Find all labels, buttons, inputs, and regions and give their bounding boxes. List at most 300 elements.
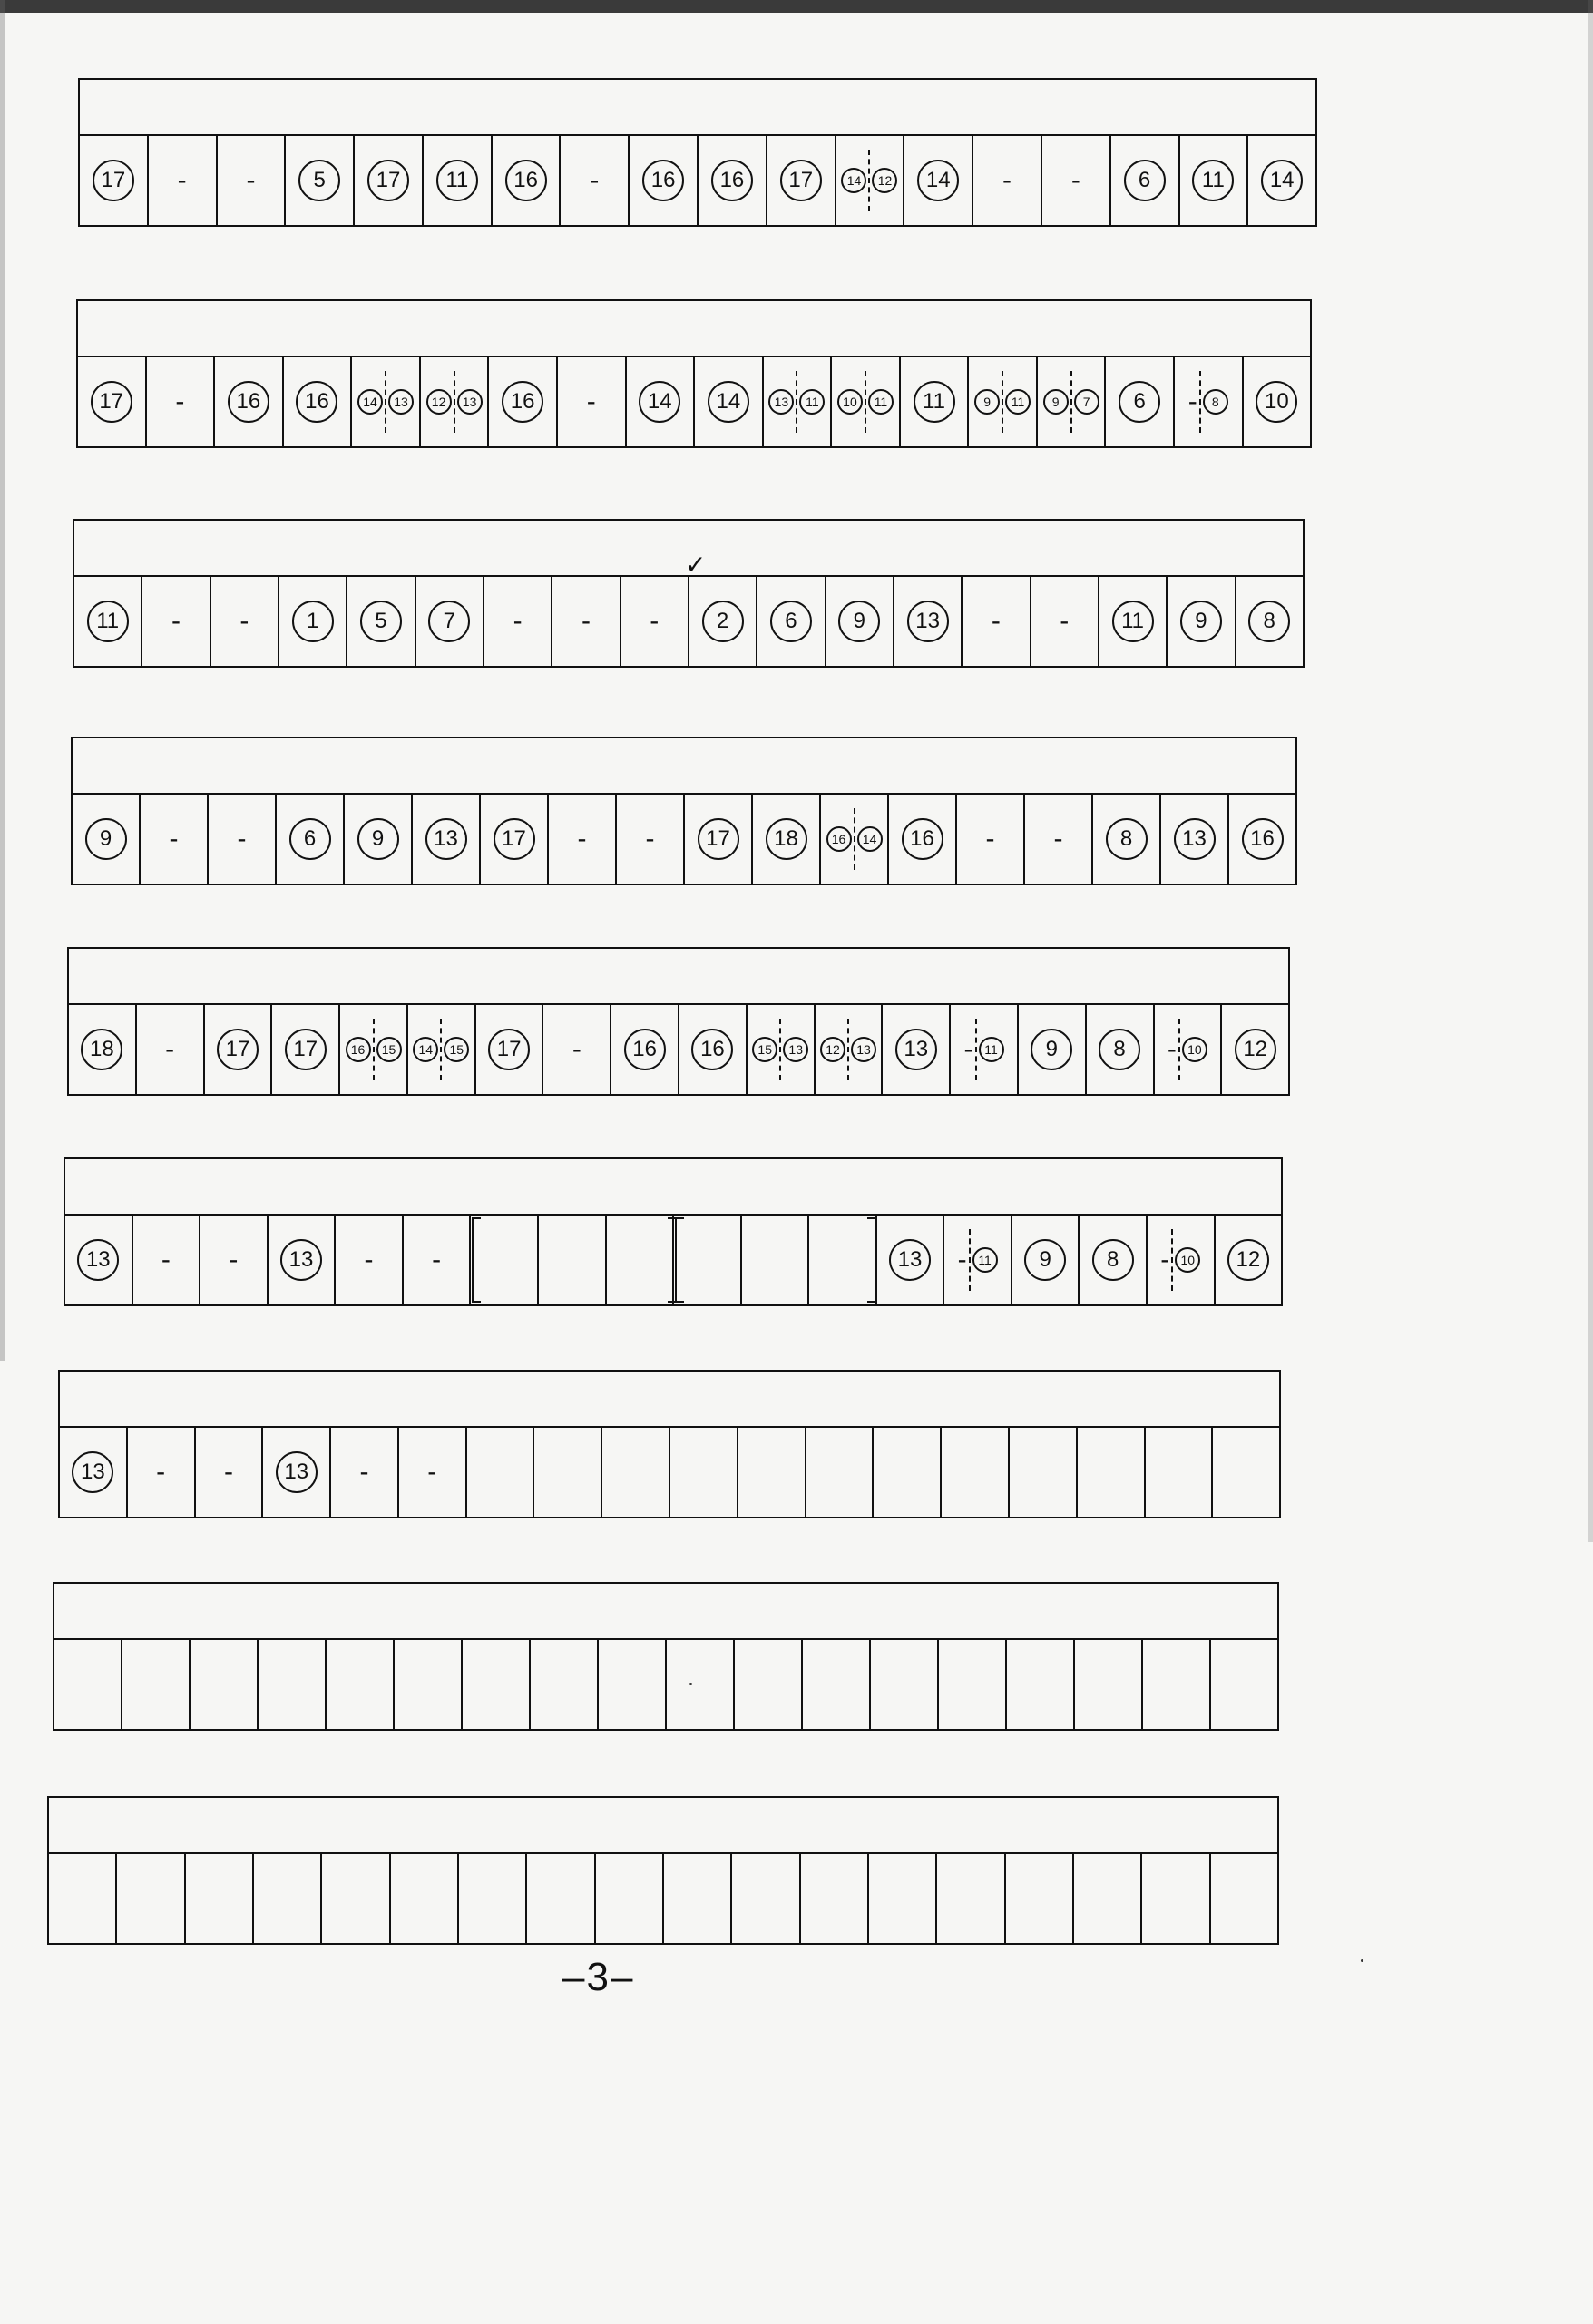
circled-number: 16 [502, 381, 543, 423]
tab-cell [139, 795, 207, 884]
cell-divider [969, 1229, 971, 1292]
tab-cell [961, 577, 1029, 666]
rest-dash: - [957, 1245, 967, 1274]
rest-dash: - [427, 1457, 437, 1487]
tab-cell [1140, 1854, 1208, 1943]
circled-number: 12 [1235, 1029, 1276, 1070]
tab-cell [893, 577, 961, 666]
cell-divider [1070, 371, 1072, 434]
circled-number: 17 [93, 160, 134, 201]
tab-cell [1166, 577, 1234, 666]
staff-9 [47, 1796, 1279, 1945]
tab-cell [147, 136, 216, 225]
circled-number: 17 [494, 818, 535, 860]
staff-cells [80, 136, 1315, 225]
cell-divider [454, 371, 455, 434]
tab-cell [872, 1428, 940, 1517]
rest-dash: - [223, 1457, 233, 1487]
tab-cell [937, 1640, 1005, 1729]
circled-number: 13 [280, 1239, 322, 1281]
tab-cell [1011, 1216, 1079, 1304]
circled-number: 8 [1203, 389, 1228, 415]
circled-number: 1 [292, 601, 334, 642]
tab-cell [203, 1005, 271, 1094]
tab-cell [801, 1640, 869, 1729]
tab-cell [54, 1640, 121, 1729]
tab-cell [1078, 1216, 1146, 1304]
circled-number: 16 [902, 818, 943, 860]
scan-top-edge [0, 0, 1593, 13]
circled-number: 6 [1124, 160, 1166, 201]
tab-cell [751, 795, 819, 884]
circled-number: 13 [895, 1029, 937, 1070]
tab-cell [487, 357, 556, 446]
circled-number: 13 [425, 818, 467, 860]
tab-cell [194, 1428, 262, 1517]
circled-number: 14 [413, 1037, 438, 1062]
circled-number: 16 [296, 381, 337, 423]
tab-cell [389, 1854, 457, 1943]
staff-header-band [80, 80, 1315, 136]
tab-cell [835, 136, 904, 225]
tab-cell [74, 577, 141, 666]
rest-dash: - [161, 1245, 171, 1274]
circled-number: 14 [639, 381, 680, 423]
tab-cell [393, 1640, 461, 1729]
circled-number: 7 [1074, 389, 1099, 415]
tab-cell [213, 357, 282, 446]
tab-cell [1220, 1005, 1288, 1094]
tab-cell [329, 1428, 397, 1517]
tab-cell [551, 577, 619, 666]
tab-cell [547, 795, 615, 884]
tab-cell [819, 795, 887, 884]
circled-number: 17 [91, 381, 132, 423]
tab-cell [69, 1005, 135, 1094]
rest-dash: - [359, 1457, 369, 1487]
rest-dash: - [175, 386, 185, 416]
staff-header-band [78, 301, 1310, 357]
tab-cell [479, 795, 547, 884]
circled-number: 9 [1024, 1239, 1066, 1281]
circled-number: 13 [768, 389, 794, 415]
cell-divider [1178, 1019, 1180, 1081]
tab-cell [1211, 1428, 1279, 1517]
circled-number: 11 [799, 389, 825, 415]
circled-number: 9 [1031, 1029, 1072, 1070]
circled-number: 15 [444, 1037, 469, 1062]
tab-cell [80, 136, 147, 225]
staff-1 [78, 78, 1317, 227]
circled-number: 16 [691, 1029, 733, 1070]
tab-cell [762, 357, 831, 446]
cell-divider [1171, 1229, 1173, 1292]
staff-cells [78, 357, 1310, 446]
tab-cell [320, 1854, 388, 1943]
checkmark: ✓ [685, 551, 707, 579]
circled-number: 11 [972, 1247, 998, 1273]
staff-cells [49, 1854, 1277, 1943]
circled-number: 13 [457, 389, 483, 415]
circled-number: 15 [752, 1037, 777, 1062]
tab-cell [49, 1854, 115, 1943]
circled-number: 12 [1227, 1239, 1269, 1281]
tab-cell [78, 357, 145, 446]
tab-cell [135, 1005, 203, 1094]
circled-number: 5 [360, 601, 402, 642]
rest-dash: - [1053, 824, 1063, 854]
staff-2 [76, 299, 1312, 448]
staff-cells [69, 1005, 1288, 1094]
rest-dash: - [1070, 165, 1080, 195]
tab-cell [1178, 136, 1247, 225]
stray-dot [689, 1683, 692, 1685]
cell-divider [975, 1019, 977, 1081]
tab-cell [869, 1640, 937, 1729]
tab-cell [270, 1005, 338, 1094]
circled-number: 16 [642, 160, 684, 201]
circled-number: 11 [914, 381, 955, 423]
cell-divider [1002, 371, 1003, 434]
tab-cell [483, 577, 551, 666]
rest-dash: - [572, 1034, 581, 1064]
tab-cell [73, 795, 139, 884]
cell-divider [847, 1019, 849, 1081]
circled-number: 14 [357, 389, 383, 415]
tab-cell [284, 136, 353, 225]
circled-number: 14 [841, 168, 866, 193]
rest-dash: - [169, 824, 179, 854]
rest-dash: - [239, 606, 249, 636]
rest-dash: - [1060, 606, 1070, 636]
circled-number: 11 [87, 601, 129, 642]
tab-cell [730, 1854, 798, 1943]
tab-cell [343, 795, 411, 884]
circled-number: 14 [708, 381, 749, 423]
rest-dash: - [237, 824, 247, 854]
staff-header-band [49, 1798, 1277, 1854]
tab-cell [1023, 795, 1091, 884]
circled-number: 14 [917, 160, 959, 201]
circled-number: 2 [702, 601, 744, 642]
rest-dash: - [165, 1034, 175, 1064]
rest-dash: - [581, 606, 591, 636]
tab-cell [1091, 795, 1159, 884]
tab-cell [1008, 1428, 1076, 1517]
circled-number: 8 [1092, 1239, 1134, 1281]
tab-cell [397, 1428, 465, 1517]
tab-cell [115, 1854, 183, 1943]
circled-number: 13 [1174, 818, 1216, 860]
circled-number: 13 [851, 1037, 876, 1062]
circled-number: 11 [1005, 389, 1031, 415]
tab-cell [943, 1216, 1011, 1304]
tab-cell [491, 136, 560, 225]
staff-cells [73, 795, 1295, 884]
page-number: –3– [562, 1955, 635, 1999]
cell-divider [385, 371, 386, 434]
tab-cell [402, 1216, 470, 1304]
tab-cell [559, 136, 628, 225]
tab-cell [814, 1005, 882, 1094]
circled-number: 13 [77, 1239, 119, 1281]
tab-cell [325, 1640, 393, 1729]
rest-dash: - [985, 824, 995, 854]
rest-dash: - [650, 606, 660, 636]
tab-cell [257, 1640, 325, 1729]
tab-cell [189, 1640, 257, 1729]
circled-number: 16 [1242, 818, 1284, 860]
circled-number: 12 [426, 389, 452, 415]
tab-cell [903, 136, 972, 225]
tab-cell [1076, 1428, 1144, 1517]
tab-cell [145, 357, 214, 446]
bracket-mark [675, 1217, 684, 1303]
tab-cell [1209, 1854, 1277, 1943]
tab-cell [683, 795, 751, 884]
tab-cell [542, 1005, 610, 1094]
tab-cell [807, 1216, 875, 1304]
circled-number: 5 [298, 160, 340, 201]
tab-cell [1085, 1005, 1153, 1094]
cell-divider [440, 1019, 442, 1081]
tab-cell [1072, 1854, 1140, 1943]
staff-header-band [60, 1372, 1279, 1428]
circled-number: 6 [770, 601, 812, 642]
tab-cell [756, 577, 824, 666]
tab-cell [533, 1428, 601, 1517]
rest-dash: - [364, 1245, 374, 1274]
tab-cell [597, 1640, 665, 1729]
tab-cell [615, 795, 683, 884]
tab-cell [207, 795, 275, 884]
circled-number: 12 [872, 168, 897, 193]
tab-cell [955, 795, 1023, 884]
tab-cell [594, 1854, 662, 1943]
tab-cell [457, 1854, 525, 1943]
tab-cell [1073, 1640, 1141, 1729]
circled-number: 9 [85, 818, 127, 860]
tab-cell [278, 577, 346, 666]
staff-cells [60, 1428, 1279, 1517]
tab-cell [406, 1005, 474, 1094]
tab-cell [1104, 357, 1173, 446]
circled-number: 10 [1256, 381, 1297, 423]
tab-cell [799, 1854, 867, 1943]
rest-dash: - [577, 824, 587, 854]
tab-cell [740, 1216, 808, 1304]
tab-cell [1098, 577, 1166, 666]
cell-divider [796, 371, 797, 434]
rest-dash: - [1002, 165, 1012, 195]
tab-cell [940, 1428, 1008, 1517]
tab-cell [346, 577, 414, 666]
tab-cell [461, 1640, 529, 1729]
tab-cell [556, 357, 625, 446]
tab-cell [669, 1428, 737, 1517]
circled-number: 17 [698, 818, 739, 860]
circled-number: 10 [1175, 1247, 1200, 1273]
circled-number: 11 [436, 160, 478, 201]
tab-cell [465, 1428, 533, 1517]
rest-dash: - [590, 165, 600, 195]
tab-cell [693, 357, 762, 446]
tab-cell [678, 1005, 746, 1094]
circled-number: 17 [367, 160, 409, 201]
rest-dash: - [432, 1245, 442, 1274]
bracket-mark [472, 1217, 481, 1303]
tab-cell [422, 136, 491, 225]
rest-dash: - [991, 606, 1001, 636]
tab-cell [867, 1854, 935, 1943]
staff-4 [71, 737, 1297, 885]
scan-right-shadow [1588, 0, 1593, 1542]
tab-cell [1036, 357, 1105, 446]
circled-number: 16 [346, 1037, 371, 1062]
tab-cell [353, 136, 422, 225]
tab-cell [665, 1640, 733, 1729]
tab-cell [210, 577, 278, 666]
tab-cell [141, 577, 209, 666]
circled-number: 8 [1099, 1029, 1140, 1070]
tab-cell [1144, 1428, 1212, 1517]
tab-cell [132, 1216, 200, 1304]
circled-number: 13 [889, 1239, 931, 1281]
circled-number: 17 [217, 1029, 259, 1070]
tab-cell [605, 1216, 673, 1304]
rest-dash: - [177, 165, 187, 195]
tab-cell [1153, 1005, 1221, 1094]
tab-cell [1235, 577, 1303, 666]
tab-cell [1141, 1640, 1209, 1729]
staff-cells [74, 577, 1303, 666]
tab-cell [899, 357, 968, 446]
tab-cell [199, 1216, 267, 1304]
tab-cell [1209, 1640, 1277, 1729]
circled-number: 12 [820, 1037, 845, 1062]
circled-number: 10 [837, 389, 863, 415]
cell-divider [779, 1019, 781, 1081]
rest-dash: - [1187, 386, 1197, 416]
tab-cell [766, 136, 835, 225]
tab-cell [967, 357, 1036, 446]
tab-cell [1041, 136, 1109, 225]
rest-dash: - [1160, 1245, 1170, 1274]
circled-number: 11 [1192, 160, 1234, 201]
circled-number: 9 [838, 601, 880, 642]
tab-cell [1246, 136, 1315, 225]
tab-cell [972, 136, 1041, 225]
tab-cell [1109, 136, 1178, 225]
scan-left-shadow [0, 0, 5, 1361]
circled-number: 9 [1043, 389, 1069, 415]
circled-number: 8 [1106, 818, 1148, 860]
tab-cell [1017, 1005, 1085, 1094]
cell-divider [868, 150, 870, 212]
circled-number: 14 [857, 826, 883, 852]
tab-cell [419, 357, 488, 446]
tab-cell [1242, 357, 1311, 446]
staff-header-band [69, 949, 1288, 1005]
circled-number: 11 [868, 389, 894, 415]
tab-cell [60, 1428, 126, 1517]
tab-cell [887, 795, 955, 884]
tab-cell [620, 577, 688, 666]
circled-number: 18 [766, 818, 807, 860]
circled-number: 18 [81, 1029, 122, 1070]
circled-number: 13 [276, 1451, 318, 1493]
staff-header-band [73, 738, 1295, 795]
staff-cells [54, 1640, 1277, 1729]
tab-cell [662, 1854, 730, 1943]
tab-cell [529, 1640, 597, 1729]
tab-cell [474, 1005, 542, 1094]
tab-cell [338, 1005, 406, 1094]
circled-number: 9 [357, 818, 399, 860]
tab-cell [1214, 1216, 1282, 1304]
tab-cell [537, 1216, 605, 1304]
staff-header-band [54, 1584, 1277, 1640]
tab-cell [65, 1216, 132, 1304]
staff-3 [73, 519, 1305, 668]
tab-cell [1173, 357, 1242, 446]
circled-number: 16 [826, 826, 852, 852]
circled-number: 11 [979, 1037, 1004, 1062]
circled-number: 9 [1180, 601, 1222, 642]
tab-cell [350, 357, 419, 446]
tab-cell [881, 1005, 949, 1094]
tab-cell [252, 1854, 320, 1943]
circled-number: 17 [780, 160, 822, 201]
tab-cell [282, 357, 351, 446]
tab-cell [1030, 577, 1098, 666]
tab-cell [625, 357, 694, 446]
circled-number: 10 [1182, 1037, 1207, 1062]
rest-dash: - [963, 1034, 973, 1064]
tab-cell [688, 577, 756, 666]
tab-cell [610, 1005, 678, 1094]
tab-cell [126, 1428, 194, 1517]
tab-cell [121, 1640, 189, 1729]
circled-number: 13 [388, 389, 414, 415]
circled-number: 13 [907, 601, 949, 642]
tab-cell [1005, 1640, 1073, 1729]
tab-cell [261, 1428, 329, 1517]
tab-cell [875, 1216, 943, 1304]
stray-dot [1361, 1959, 1363, 1962]
tab-cell [746, 1005, 814, 1094]
circled-number: 16 [624, 1029, 666, 1070]
tab-cell [216, 136, 285, 225]
circled-number: 13 [72, 1451, 113, 1493]
tab-cell [825, 577, 893, 666]
tab-cell [628, 136, 697, 225]
rest-dash: - [246, 165, 256, 195]
circled-number: 13 [783, 1037, 808, 1062]
tab-cell [1146, 1216, 1214, 1304]
circled-number: 7 [428, 601, 470, 642]
staff-5 [67, 947, 1290, 1096]
circled-number: 17 [488, 1029, 530, 1070]
tab-cell [1227, 795, 1295, 884]
circled-number: 14 [1261, 160, 1303, 201]
tab-cell [184, 1854, 252, 1943]
rest-dash: - [513, 606, 523, 636]
rest-dash: - [586, 386, 596, 416]
tab-cell [697, 136, 766, 225]
cell-divider [865, 371, 866, 434]
circled-number: 15 [376, 1037, 402, 1062]
